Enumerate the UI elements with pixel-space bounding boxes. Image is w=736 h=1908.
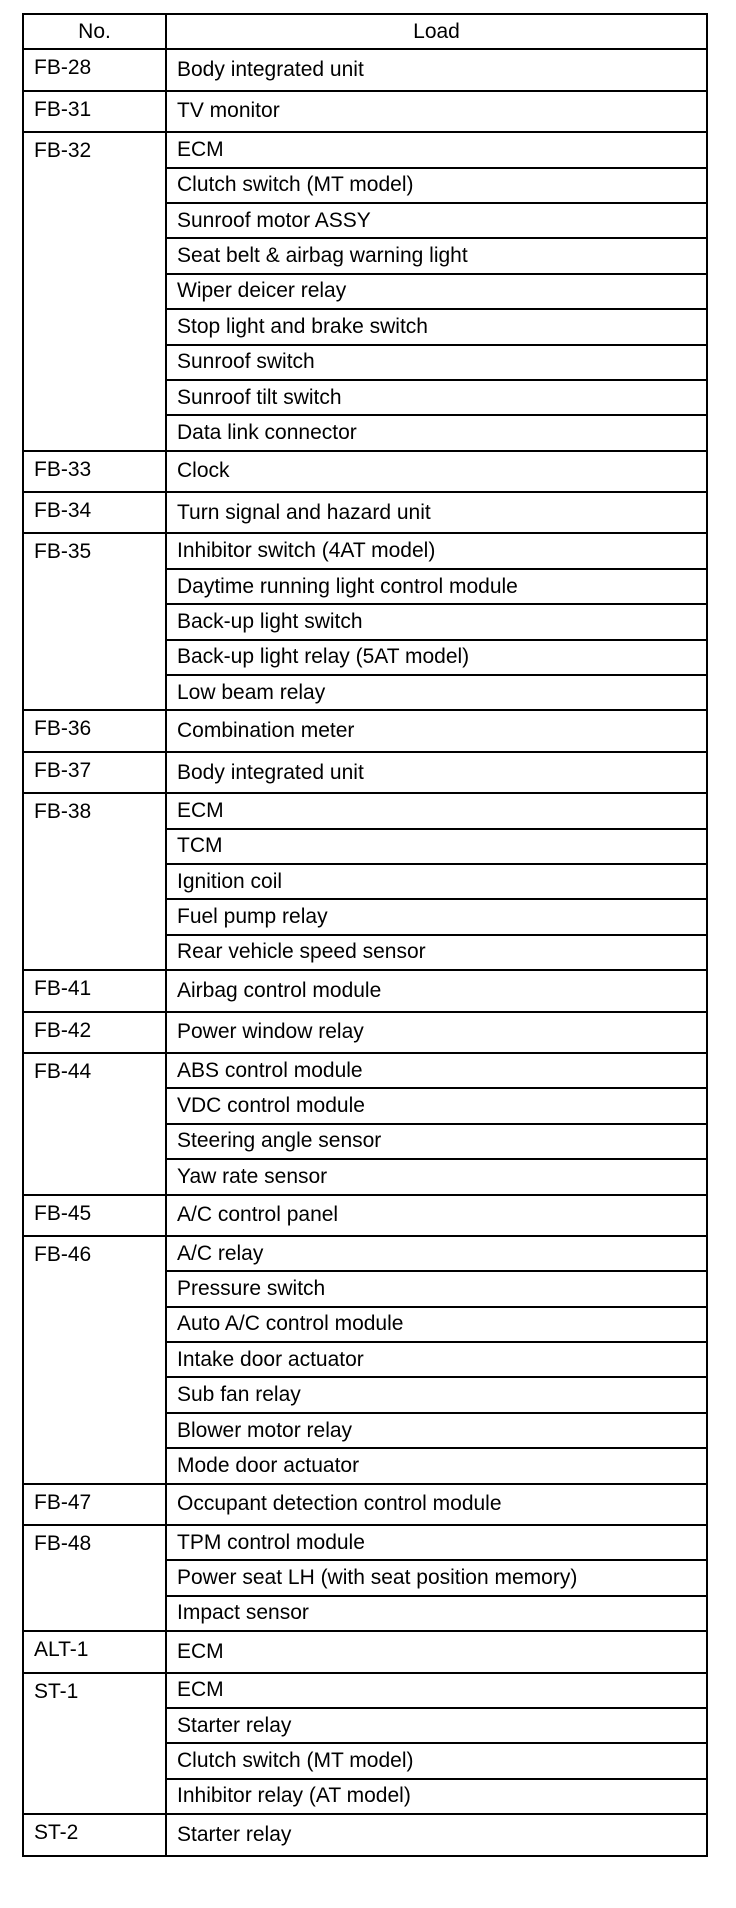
load-cell: Clutch switch (MT model): [166, 1743, 707, 1778]
table-row: [23, 451, 707, 492]
load-cell: ECM: [166, 132, 707, 167]
fuse-number-cell: FB-47: [23, 1484, 166, 1525]
load-cell: Inhibitor switch (4AT model): [166, 533, 707, 568]
load-cell: Low beam relay: [166, 675, 707, 710]
fuse-number-cell: FB-45: [23, 1195, 166, 1236]
load-cell: ECM: [166, 793, 707, 828]
fuse-number-cell: FB-31: [23, 91, 166, 132]
load-cell: Clock: [166, 451, 707, 492]
load-cell: Seat belt & airbag warning light: [166, 238, 707, 273]
load-cell: Power window relay: [166, 1012, 707, 1053]
load-cell: Impact sensor: [166, 1596, 707, 1631]
fuse-number-cell: FB-35: [23, 533, 166, 710]
load-cell: Body integrated unit: [166, 752, 707, 793]
load-cell: Sunroof switch: [166, 345, 707, 380]
load-cell: Yaw rate sensor: [166, 1159, 707, 1194]
load-cell: Inhibitor relay (AT model): [166, 1779, 707, 1814]
table-row: [23, 1012, 707, 1053]
table-row: [23, 1673, 707, 1708]
load-cell: Combination meter: [166, 710, 707, 751]
load-cell: Power seat LH (with seat position memory): [166, 1560, 707, 1595]
load-cell: ECM: [166, 1673, 707, 1708]
load-cell: Back-up light switch: [166, 604, 707, 639]
load-cell: ABS control module: [166, 1053, 707, 1088]
table-row: [23, 492, 707, 533]
table-row: [23, 1195, 707, 1236]
fuse-number-cell: FB-32: [23, 132, 166, 451]
load-cell: Steering angle sensor: [166, 1124, 707, 1159]
load-cell: Starter relay: [166, 1708, 707, 1743]
table-row: [23, 1484, 707, 1525]
fuse-number-cell: ST-2: [23, 1814, 166, 1855]
fuse-number-cell: FB-42: [23, 1012, 166, 1053]
table-row: [23, 91, 707, 132]
load-cell: Airbag control module: [166, 970, 707, 1011]
load-cell: A/C relay: [166, 1236, 707, 1271]
load-cell: Intake door actuator: [166, 1342, 707, 1377]
table-row: [23, 132, 707, 167]
load-cell: Back-up light relay (5AT model): [166, 640, 707, 675]
load-cell: Wiper deicer relay: [166, 274, 707, 309]
table-row: [23, 793, 707, 828]
load-cell: Clutch switch (MT model): [166, 168, 707, 203]
load-cell: Body integrated unit: [166, 49, 707, 90]
table-row: [23, 533, 707, 568]
fuse-number-cell: ST-1: [23, 1673, 166, 1815]
load-cell: Mode door actuator: [166, 1448, 707, 1483]
load-cell: Starter relay: [166, 1814, 707, 1855]
load-cell: Occupant detection control module: [166, 1484, 707, 1525]
header-row: [23, 14, 707, 49]
table-row: [23, 1631, 707, 1672]
header-no: No.: [23, 14, 166, 49]
fuse-number-cell: FB-34: [23, 492, 166, 533]
load-cell: TPM control module: [166, 1525, 707, 1560]
table-row: [23, 1236, 707, 1271]
table-row: [23, 752, 707, 793]
table-row: [23, 1053, 707, 1088]
load-cell: Daytime running light control module: [166, 569, 707, 604]
load-cell: Fuel pump relay: [166, 899, 707, 934]
load-cell: Ignition coil: [166, 864, 707, 899]
load-cell: ECM: [166, 1631, 707, 1672]
fuse-number-cell: ALT-1: [23, 1631, 166, 1672]
fuse-number-cell: FB-44: [23, 1053, 166, 1195]
fuse-number-cell: FB-38: [23, 793, 166, 970]
fuse-number-cell: FB-46: [23, 1236, 166, 1484]
table-row: [23, 710, 707, 751]
load-cell: Auto A/C control module: [166, 1307, 707, 1342]
table-row: [23, 970, 707, 1011]
load-cell: Sunroof motor ASSY: [166, 203, 707, 238]
fuse-number-cell: FB-48: [23, 1525, 166, 1631]
table-row: [23, 1525, 707, 1560]
fuse-number-cell: FB-33: [23, 451, 166, 492]
load-cell: TV monitor: [166, 91, 707, 132]
table-row: [23, 1814, 707, 1855]
fuse-load-table: [22, 13, 708, 1857]
load-cell: A/C control panel: [166, 1195, 707, 1236]
load-cell: Sub fan relay: [166, 1377, 707, 1412]
table-row: [23, 49, 707, 90]
fuse-number-cell: FB-36: [23, 710, 166, 751]
load-cell: Rear vehicle speed sensor: [166, 935, 707, 970]
table-body: [23, 49, 707, 1855]
load-cell: Stop light and brake switch: [166, 309, 707, 344]
load-cell: Pressure switch: [166, 1271, 707, 1306]
load-cell: Blower motor relay: [166, 1413, 707, 1448]
load-cell: Data link connector: [166, 415, 707, 450]
load-cell: Sunroof tilt switch: [166, 380, 707, 415]
fuse-number-cell: FB-37: [23, 752, 166, 793]
load-cell: VDC control module: [166, 1088, 707, 1123]
header-load: Load: [166, 14, 707, 49]
fuse-number-cell: FB-28: [23, 49, 166, 90]
load-cell: Turn signal and hazard unit: [166, 492, 707, 533]
load-cell: TCM: [166, 829, 707, 864]
fuse-number-cell: FB-41: [23, 970, 166, 1011]
